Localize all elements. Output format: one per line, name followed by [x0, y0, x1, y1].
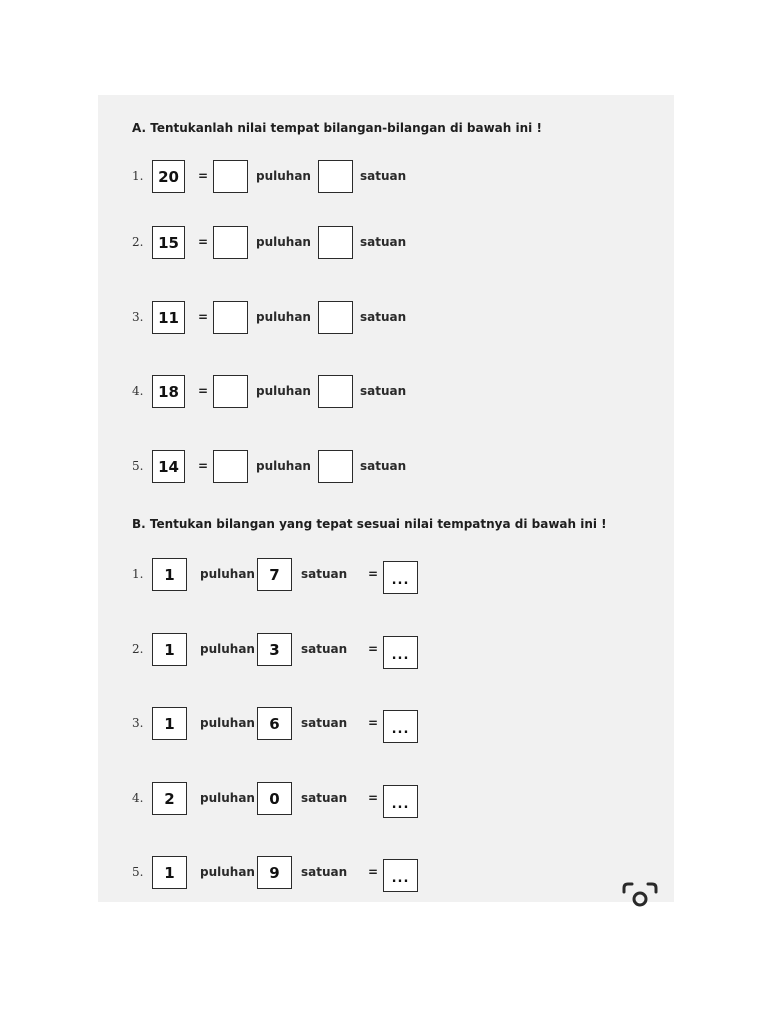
section-a-row-3	[98, 301, 674, 337]
ones-answer-box[interactable]	[318, 301, 353, 334]
tens-value-box: 1	[152, 633, 187, 666]
ones-label: satuan	[301, 567, 348, 581]
item-number: 5.	[132, 459, 144, 473]
ones-label: satuan	[301, 791, 348, 805]
tens-answer-box[interactable]	[213, 226, 248, 259]
section-a-heading: A. Tentukanlah nilai tempat bilangan-bilangan di bawah ini !	[132, 121, 542, 135]
ones-answer-box[interactable]	[318, 375, 353, 408]
section-b-row-4	[98, 782, 674, 818]
ones-label: satuan	[301, 865, 348, 879]
section-a-row-1	[98, 160, 674, 196]
ones-value-box: 9	[257, 856, 292, 889]
tens-answer-box[interactable]	[213, 375, 248, 408]
tens-label: puluhan	[200, 865, 255, 879]
section-b-row-2	[98, 633, 674, 669]
visual-search-icon[interactable]	[620, 880, 660, 910]
item-number: 3.	[132, 310, 144, 324]
tens-label: puluhan	[256, 459, 311, 473]
equals-sign: =	[198, 310, 209, 324]
tens-value-box: 1	[152, 707, 187, 740]
section-a-row-5	[98, 450, 674, 486]
tens-label: puluhan	[200, 716, 255, 730]
given-number-box: 11	[152, 301, 185, 334]
tens-value-box: 1	[152, 558, 187, 591]
equals-sign: =	[198, 384, 209, 398]
ones-value-box: 7	[257, 558, 292, 591]
ones-label: satuan	[360, 310, 407, 324]
equals-sign: =	[198, 235, 209, 249]
ones-value-box: 0	[257, 782, 292, 815]
ones-answer-box[interactable]	[318, 450, 353, 483]
ones-label: satuan	[360, 459, 407, 473]
equals-sign: =	[198, 169, 209, 183]
section-b-row-3	[98, 707, 674, 743]
tens-label: puluhan	[256, 384, 311, 398]
section-b-row-1	[98, 558, 674, 594]
section-a-row-4	[98, 375, 674, 411]
equals-sign: =	[368, 716, 379, 730]
tens-label: puluhan	[200, 642, 255, 656]
ones-label: satuan	[360, 235, 407, 249]
worksheet	[98, 95, 674, 902]
equals-sign: =	[368, 865, 379, 879]
section-b-row-5	[98, 856, 674, 892]
equals-sign: =	[368, 567, 379, 581]
tens-answer-box[interactable]	[213, 160, 248, 193]
ones-label: satuan	[360, 384, 407, 398]
answer-box[interactable]: ...	[383, 710, 418, 743]
tens-label: puluhan	[200, 567, 255, 581]
item-number: 2.	[132, 642, 144, 656]
answer-box[interactable]: ...	[383, 561, 418, 594]
tens-answer-box[interactable]	[213, 450, 248, 483]
answer-box[interactable]: ...	[383, 785, 418, 818]
given-number-box: 15	[152, 226, 185, 259]
tens-label: puluhan	[256, 310, 311, 324]
ones-value-box: 6	[257, 707, 292, 740]
ones-label: satuan	[360, 169, 407, 183]
ones-answer-box[interactable]	[318, 160, 353, 193]
item-number: 1.	[132, 169, 144, 183]
tens-label: puluhan	[256, 169, 311, 183]
answer-box[interactable]: ...	[383, 859, 418, 892]
item-number: 4.	[132, 791, 144, 805]
equals-sign: =	[368, 791, 379, 805]
answer-box[interactable]: ...	[383, 636, 418, 669]
item-number: 1.	[132, 567, 144, 581]
section-b-heading: B. Tentukan bilangan yang tepat sesuai nilai tempatnya di bawah ini !	[132, 517, 607, 531]
item-number: 5.	[132, 865, 144, 879]
ones-label: satuan	[301, 642, 348, 656]
given-number-box: 18	[152, 375, 185, 408]
section-a-row-2	[98, 226, 674, 262]
given-number-box: 20	[152, 160, 185, 193]
ones-label: satuan	[301, 716, 348, 730]
equals-sign: =	[198, 459, 209, 473]
tens-value-box: 1	[152, 856, 187, 889]
equals-sign: =	[368, 642, 379, 656]
item-number: 2.	[132, 235, 144, 249]
tens-label: puluhan	[256, 235, 311, 249]
given-number-box: 14	[152, 450, 185, 483]
tens-answer-box[interactable]	[213, 301, 248, 334]
tens-label: puluhan	[200, 791, 255, 805]
item-number: 4.	[132, 384, 144, 398]
ones-answer-box[interactable]	[318, 226, 353, 259]
ones-value-box: 3	[257, 633, 292, 666]
item-number: 3.	[132, 716, 144, 730]
tens-value-box: 2	[152, 782, 187, 815]
